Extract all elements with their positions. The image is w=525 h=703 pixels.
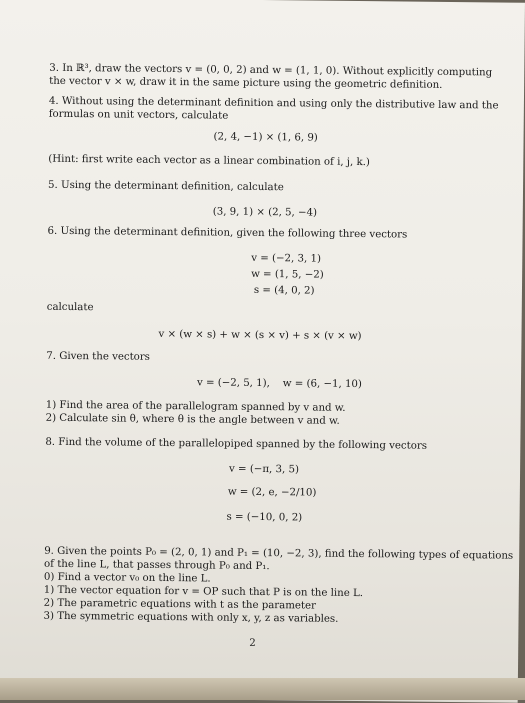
- problem-4-line-2: formulas on unit vectors, calculate: [49, 108, 499, 126]
- problem-9-item-0: 0) Find a vector v₀ on the line L.: [44, 571, 513, 589]
- problem-9: [43, 545, 513, 628]
- page-number: 2: [249, 637, 256, 650]
- problem-6-vector-w: w = (1, 5, −2): [251, 268, 324, 282]
- problem-4-expression: (2, 4, −1) × (1, 6, 9): [213, 130, 317, 144]
- problem-8-vector-w: w = (2, e, −2/10): [228, 486, 317, 500]
- problem-7-item-2: 2) Calculate sin θ, where θ is the angle between v and w.: [46, 412, 340, 428]
- problem-9-item-2: 2) The parametric equations with t as the parameter: [44, 597, 513, 615]
- problem-6-calculate: calculate: [47, 301, 94, 314]
- problem-6-vector-s: s = (4, 0, 2): [254, 284, 315, 298]
- problem-5-line-1: 5. Using the determinant definition, calculate: [48, 179, 284, 194]
- problem-7-vectors: v = (−2, 5, 1), w = (6, −1, 10): [197, 376, 362, 391]
- problem-3-line-1: 3. In ℝ³, draw the vectors v = (0, 0, 2) and w = (1, 1, 0). Without explicitly computing: [49, 62, 492, 80]
- problem-8-vector-s: s = (−10, 0, 2): [227, 511, 303, 525]
- problem-6-vector-v: v = (−2, 3, 1): [251, 252, 321, 266]
- problem-3: [49, 62, 492, 93]
- problem-9-line-2: of the line L, that passes through P₀ and P₁.: [44, 558, 513, 576]
- problem-4-line-1: 4. Without using the determinant definition and using only the distributive law and the: [49, 95, 499, 113]
- problem-8-line-1: 8. Find the volume of the parallelopiped spanned by the following vectors: [45, 436, 427, 453]
- problem-7-item-1: 1) Find the area of the parallelogram spanned by v and w.: [46, 399, 346, 415]
- problem-4-hint: (Hint: first write each vector as a linear combination of i, j, k.): [48, 153, 370, 169]
- problem-6-expression: v × (w × s) + w × (s × v) + s × (v × w): [158, 328, 361, 343]
- problem-5-expression: (3, 9, 1) × (2, 5, −4): [213, 205, 317, 219]
- problem-9-line-1: 9. Given the points P₀ = (2, 0, 1) and P₁ = (10, −2, 3), find the following types of equations: [44, 545, 513, 563]
- problem-9-item-3: 3) The symmetric equations with only x, y, z as variables.: [43, 610, 512, 628]
- problem-6-line-1: 6. Using the determinant definition, given the following three vectors: [47, 225, 407, 242]
- problem-3-line-2: the vector v × w, draw it in the same picture using the geometric definition.: [49, 75, 492, 93]
- desk-edge: [0, 678, 525, 700]
- problem-9-item-1: 1) The vector equation for v = OP such that P is on the line L.: [44, 584, 513, 602]
- problem-4: [49, 95, 499, 126]
- problem-7-line-1: 7. Given the vectors: [46, 350, 150, 364]
- problem-8-vector-v: v = (−π, 3, 5): [229, 463, 299, 477]
